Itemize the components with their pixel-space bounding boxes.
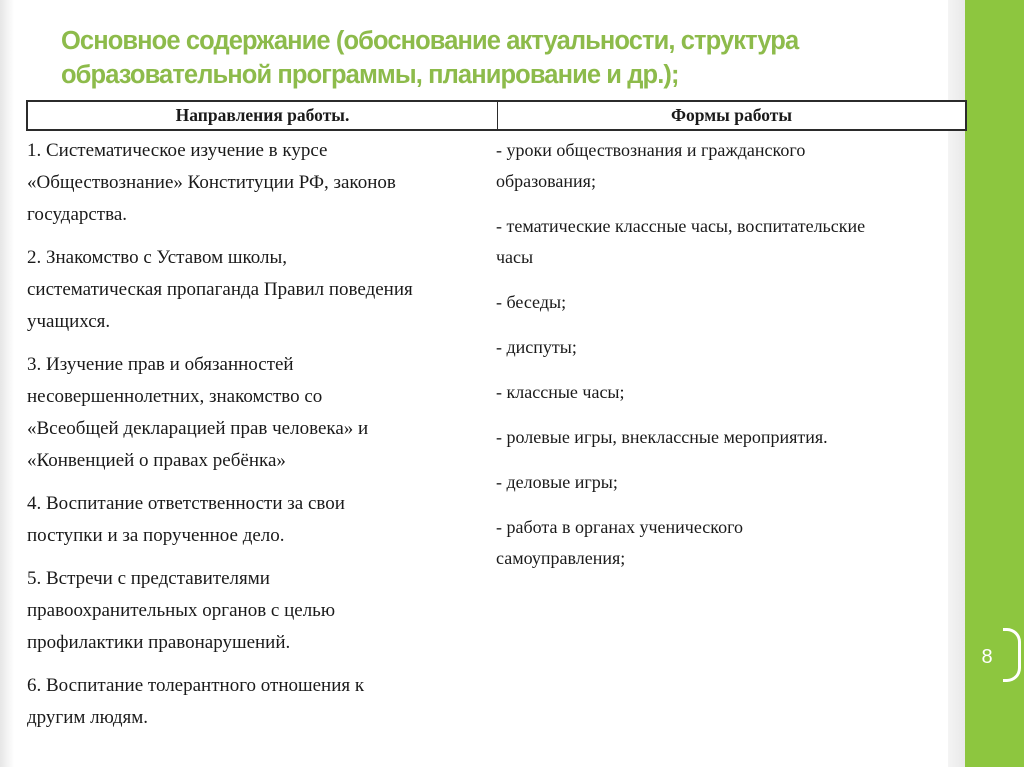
form-item-1: - уроки обществознания и гражданского образования; (496, 140, 806, 191)
direction-item-6: 6. Воспитание толерантного отношения к другим людям. (27, 675, 365, 728)
page-number: 8 (981, 646, 993, 668)
direction-item-2: 2. Знакомство с Уставом школы, систематическая пропаганда Правил поведения учащихся. (27, 247, 413, 332)
directions-column (26, 131, 496, 745)
slide-left-shadow (0, 0, 14, 767)
form-item-3: - беседы; (496, 292, 567, 312)
content-table (26, 100, 967, 745)
direction-item-1: 1. Систематическое изучение в курсе «Обществознание» Конституции РФ, законов государства. (27, 140, 396, 225)
header-directions: Направления работы. (28, 102, 498, 129)
direction-item-4: 4. Воспитание ответственности за свои поступки и за порученное дело. (27, 493, 345, 546)
direction-item-3: 3. Изучение прав и обязанностей несовершеннолетних, знакомство со «Всеобщей декларацией прав человека» и «Конвенцией о правах ребёнка» (27, 354, 369, 471)
page-number-bracket-icon (1003, 628, 1021, 682)
direction-item-5: 5. Встречи с представителями правоохранительных органов с целью профилактики правонарушений. (27, 568, 336, 653)
form-item-8: - работа в органах ученического самоуправления; (496, 517, 744, 568)
slide-title: Основное содержание (обоснование актуальности, структура образовательной программы, планирование и др.); (61, 27, 799, 89)
form-item-2: - тематические классные часы, воспитательские часы (496, 216, 866, 267)
form-item-6: - ролевые игры, внеклассные мероприятия. (496, 427, 828, 447)
table-body-row (26, 131, 967, 745)
form-item-4: - диспуты; (496, 337, 577, 357)
forms-column (496, 131, 967, 745)
form-item-7: - деловые игры; (496, 472, 618, 492)
header-forms: Формы работы (671, 105, 792, 125)
table-header-row (26, 100, 967, 131)
form-item-5: - классные часы; (496, 382, 625, 402)
